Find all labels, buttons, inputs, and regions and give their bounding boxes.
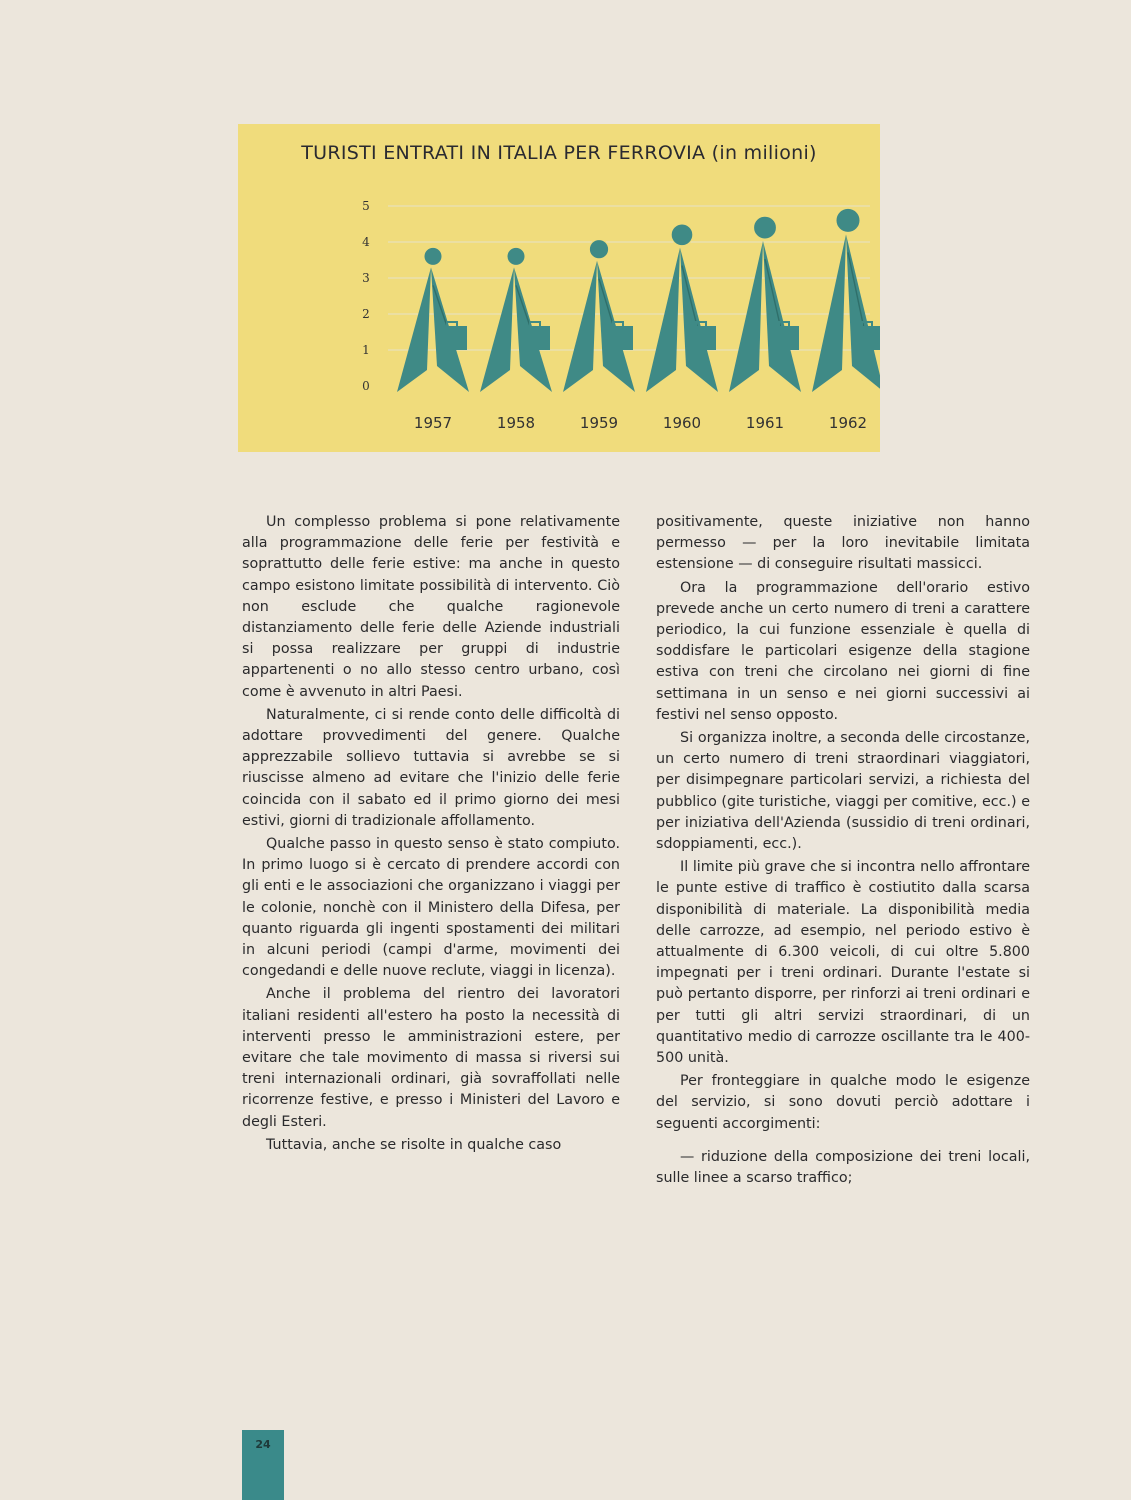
figure-leg-front bbox=[680, 248, 718, 392]
paragraph: Si organizza inoltre, a seconda delle circostanze, un certo numero di treni straordinari viaggiatori, per disimpegnare particolari servizi, a richiesta del pubblico (gite turistiche, viaggi per comitive, ecc.) e per iniziativa dell'Azienda (sussidio di treni ordinari, sdoppiamenti, ecc.). bbox=[656, 730, 1030, 853]
y-tick-label: 4 bbox=[362, 235, 370, 249]
suitcase-handle bbox=[530, 322, 540, 327]
x-tick-label: 1961 bbox=[745, 414, 785, 432]
paragraph: Anche il problema del rientro dei lavoratori italiani residenti all'estero ha posto la necessità di interventi presso le amministrazioni estere, per evitare che tale movimento di massa si riversi sui treni internazionali ordinari, già sovraffollati nelle ricorrenze festive, e presso i Ministeri del Lavoro e degli Esteri. bbox=[242, 986, 620, 1130]
x-tick-label: 1959 bbox=[579, 414, 619, 432]
chart-panel bbox=[238, 124, 880, 452]
figure-leg-front bbox=[763, 241, 801, 392]
figure-suitcase bbox=[686, 326, 716, 350]
paragraph: — riduzione della composizione dei treni locali, sulle linee a scarso traffico; bbox=[656, 1148, 1030, 1187]
x-tick-label: 1962 bbox=[828, 414, 868, 432]
figure-head bbox=[507, 247, 525, 265]
figure-leg-back bbox=[563, 261, 597, 392]
figure-suitcase bbox=[437, 326, 467, 350]
figure-head bbox=[424, 247, 442, 265]
figure-leg-back bbox=[729, 241, 763, 392]
figure-leg-back bbox=[480, 267, 514, 392]
figure-suitcase bbox=[603, 326, 633, 350]
page-number-tab bbox=[242, 1430, 284, 1500]
left-column bbox=[242, 512, 620, 1158]
figure-head bbox=[836, 208, 860, 232]
figure-head bbox=[589, 240, 608, 259]
y-tick-label: 1 bbox=[362, 343, 370, 357]
figure-leg-front bbox=[846, 234, 880, 392]
figure-leg-back bbox=[397, 267, 431, 392]
figure-head bbox=[671, 224, 693, 246]
paragraph: Ora la programmazione dell'orario estivo prevede anche un certo numero di treni a carattere periodico, la cui funzione essenziale è quella di soddisfare le particolari esigenze della stagione estiva con treni che circolano nei giorni di fine settimana in un senso e nei giorni successivi ai festivi nel senso opposto. bbox=[656, 579, 1030, 723]
figure-leg-back bbox=[812, 234, 846, 392]
page-number: 24 bbox=[255, 1438, 271, 1451]
suitcase-handle bbox=[447, 322, 457, 327]
y-tick-label: 2 bbox=[362, 307, 370, 321]
y-tick-label: 0 bbox=[362, 379, 370, 393]
paragraph: positivamente, queste iniziative non hanno permesso — per la loro inevitabile limitata estensione — di conseguire risultati massicci. bbox=[656, 514, 1030, 573]
figure-leg-back bbox=[646, 248, 680, 392]
figure-suitcase bbox=[852, 326, 880, 350]
y-tick-label: 5 bbox=[362, 199, 370, 213]
x-tick-label: 1960 bbox=[662, 414, 702, 432]
paragraph: Un complesso problema si pone relativamente alla programmazione delle ferie per festività e soprattutto delle ferie estive: ma anche in questo campo esistono limitate possibilità di intervento. Ciò non esclude che qualche ragionevole distanziamento delle ferie delle Aziende industriali si possa realizzare per gruppi di industrie appartenenti o no allo stesso centro urbano, così come è avvenuto in altri Paesi. bbox=[242, 514, 620, 700]
paragraph: Tuttavia, anche se risolte in qualche caso bbox=[266, 1136, 562, 1153]
figure-head bbox=[754, 216, 777, 239]
paragraph: Qualche passo in questo senso è stato compiuto. In primo luogo si è cercato di prendere accordi con gli enti e le associazioni che organizzano i viaggi per le colonie, nonchè con il Ministero della Difesa, per quanto riguarda gli ingenti spostamenti dei militari in alcuni periodi (campi d'arme, movimenti dei congedandi e delle nuove reclute, viaggi in licenza). bbox=[242, 836, 620, 980]
y-tick-label: 3 bbox=[362, 271, 370, 285]
paragraph: Naturalmente, ci si rende conto delle difficoltà di adottare provvedimenti del genere. Qualche apprezzabile sollievo tuttavia si avrebbe se si riuscisse almeno ad evitare che l'inizio delle ferie coincida con il sabato ed il primo giorno dei mesi estivi, giorni di tradizionale affollamento. bbox=[242, 706, 620, 829]
x-tick-label: 1958 bbox=[496, 414, 536, 432]
figure-suitcase bbox=[520, 326, 550, 350]
right-column bbox=[656, 512, 1030, 1191]
x-tick-label: 1957 bbox=[413, 414, 453, 432]
paragraph: Per fronteggiare in qualche modo le esigenze del servizio, si sono dovuti perciò adottare i seguenti accorgimenti: bbox=[656, 1073, 1030, 1132]
figure-suitcase bbox=[769, 326, 799, 350]
pictogram-chart bbox=[238, 124, 880, 452]
chart-title: TURISTI ENTRATI IN ITALIA PER FERROVIA (in milioni) bbox=[301, 142, 817, 164]
paragraph: Il limite più grave che si incontra nello affrontare le punte estive di traffico è costiutito dalla scarsa disponibilità di materiale. La disponibilità media delle carrozze, ad esempio, nel periodo estivo è attualmente di 6.300 veicoli, di cui oltre 5.800 impegnati per i treni ordinari. Durante l'estate si può pertanto disporre, per rinforzi ai treni ordinari e per tutti gli altri servizi straordinari, di un quantitativo medio di carrozze oscillante tra le 400-500 unità. bbox=[656, 859, 1030, 1067]
